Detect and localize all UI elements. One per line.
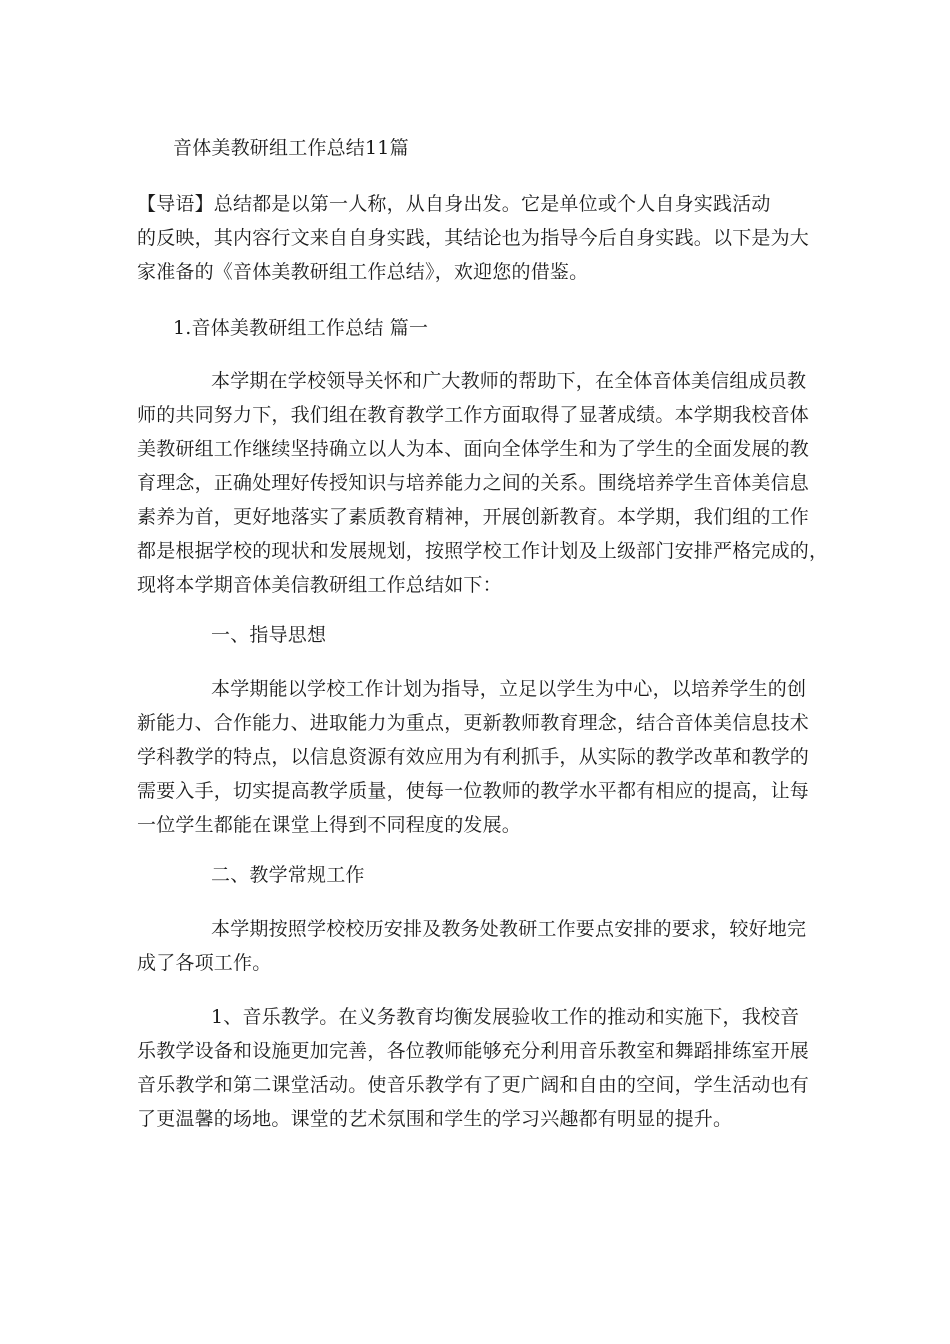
paragraph-line: 师的共同努力下，我们组在教育教学工作方面取得了显著成绩。本学期我校音体 — [137, 404, 810, 426]
paragraph-line: 素养为首，更好地落实了素质教育精神，开展创新教育。本学期，我们组的工作 — [137, 506, 810, 528]
paragraph-line: 本学期能以学校工作计划为指导，立足以学生为中心，以培养学生的创 — [211, 678, 807, 700]
paragraph-line: 学科教学的特点，以信息资源有效应用为有利抓手，从实际的教学改革和教学的 — [137, 746, 810, 768]
intro-line: 家准备的《音体美教研组工作总结》，欢迎您的借鉴。 — [137, 261, 589, 283]
paragraph-line: 美教研组工作继续坚持确立以人为本、面向全体学生和为了学生的全面发展的教 — [137, 438, 810, 460]
subheading-guiding-thought: 一、指导思想 — [211, 624, 327, 646]
paragraph-line: 都是根据学校的现状和发展规划，按照学校工作计划及上级部门安排严格完成的， — [137, 540, 829, 562]
section-heading: 1.音体美教研组工作总结 篇一 — [173, 317, 429, 339]
paragraph-line: 1、音乐教学。在义务教育均衡发展验收工作的推动和实施下，我校音 — [211, 1006, 800, 1028]
paragraph-line: 一位学生都能在课堂上得到不同程度的发展。 — [137, 814, 522, 836]
paragraph-line: 需要入手，切实提高教学质量，使每一位教师的教学水平都有相应的提高，让每 — [137, 780, 810, 802]
paragraph-line: 了更温馨的场地。课堂的艺术氛围和学生的学习兴趣都有明显的提升。 — [137, 1108, 733, 1130]
document-title: 音体美教研组工作总结11篇 — [173, 137, 409, 159]
paragraph-line: 新能力、合作能力、进取能力为重点，更新教师教育理念，结合音体美信息技术 — [137, 712, 810, 734]
paragraph-line: 育理念，正确处理好传授知识与培养能力之间的关系。围绕培养学生音体美信息 — [137, 472, 810, 494]
paragraph-line: 本学期按照学校校历安排及教务处教研工作要点安排的要求，较好地完 — [211, 918, 807, 940]
paragraph-line: 乐教学设备和设施更加完善，各位教师能够充分利用音乐教室和舞蹈排练室开展 — [137, 1040, 810, 1062]
intro-line: 【导语】总结都是以第一人称，从自身出发。它是单位或个人自身实践活动 — [137, 193, 771, 215]
paragraph-line: 音乐教学和第二课堂活动。使音乐教学有了更广阔和自由的空间，学生活动也有 — [137, 1074, 810, 1096]
paragraph-line: 成了各项工作。 — [137, 952, 272, 974]
paragraph-line: 现将本学期音体美信教研组工作总结如下： — [137, 574, 502, 596]
subheading-teaching-routine: 二、教学常规工作 — [211, 864, 365, 886]
intro-line: 的反映，其内容行文来自自身实践，其结论也为指导今后自身实践。以下是为大 — [137, 227, 810, 249]
paragraph-line: 本学期在学校领导关怀和广大教师的帮助下，在全体音体美信组成员教 — [211, 370, 807, 392]
